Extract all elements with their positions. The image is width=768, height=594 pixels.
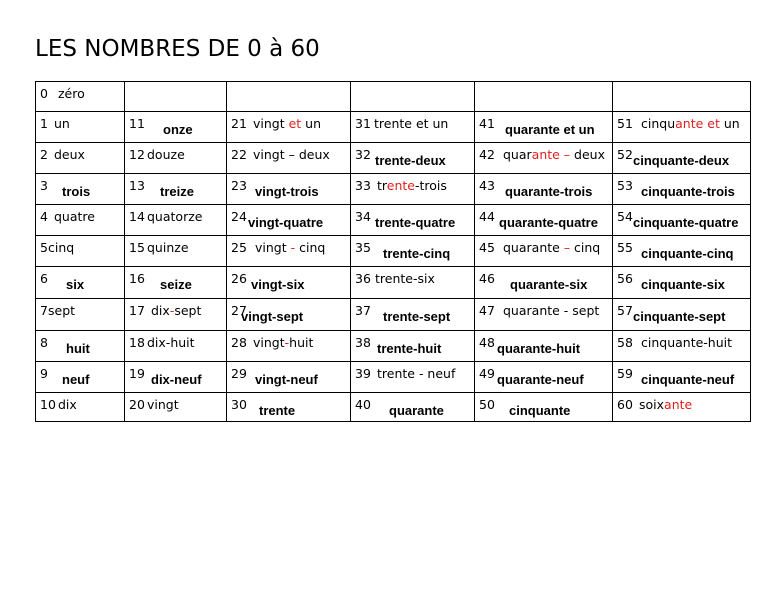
- table-cell: [613, 174, 751, 205]
- word-fragment: trente - neuf: [377, 366, 456, 381]
- number-value: 17: [129, 303, 145, 318]
- number-value: 57: [617, 303, 633, 318]
- number-word: [251, 277, 304, 292]
- word-fragment: deux: [54, 147, 85, 162]
- number-word: [62, 372, 89, 387]
- word-fragment: huit: [66, 341, 90, 356]
- word-fragment: huit: [289, 335, 314, 350]
- table-row: [36, 236, 751, 267]
- word-fragment: quatorze: [147, 209, 203, 224]
- word-fragment: zéro: [58, 86, 85, 101]
- word-fragment: treize: [160, 184, 194, 199]
- number-word: [375, 271, 435, 286]
- word-fragment: un: [54, 116, 70, 131]
- table-row: [36, 205, 751, 236]
- table-cell: [125, 362, 227, 393]
- number-word: [641, 372, 734, 387]
- number-value: 40: [355, 397, 371, 412]
- word-fragment: quatre: [54, 209, 95, 224]
- number-word: [633, 153, 729, 168]
- number-word: [147, 209, 202, 224]
- number-word: [505, 184, 592, 199]
- number-value: 23: [231, 178, 247, 193]
- table-cell: [227, 267, 351, 299]
- word-fragment: vingt: [253, 116, 289, 131]
- word-fragment: six: [66, 277, 85, 292]
- number-value: 4: [40, 209, 48, 224]
- word-fragment: quarante-neuf: [497, 372, 584, 387]
- table-cell: [36, 236, 125, 267]
- table-cell: [475, 331, 613, 362]
- number-value: 33: [355, 178, 371, 193]
- number-value: 29: [231, 366, 247, 381]
- number-word: [505, 122, 595, 137]
- number-value: 1: [40, 116, 48, 131]
- table-cell: [613, 267, 751, 299]
- word-fragment: un: [719, 116, 740, 131]
- table-row: [36, 393, 751, 422]
- word-fragment: cinq: [48, 240, 75, 255]
- table-row: [36, 143, 751, 174]
- table-cell: [36, 331, 125, 362]
- table-cell: [475, 236, 613, 267]
- word-fragment: vingt-quatre: [248, 215, 324, 230]
- word-fragment: quar: [503, 147, 532, 162]
- number-word: [58, 397, 77, 412]
- word-fragment: quarante-six: [510, 277, 588, 292]
- number-word: [66, 277, 84, 292]
- number-value: 8: [40, 335, 48, 350]
- word-fragment: vingt-trois: [255, 184, 319, 199]
- table-cell: [613, 362, 751, 393]
- table-cell: [351, 331, 475, 362]
- number-word: [375, 215, 455, 230]
- table-cell: [227, 299, 351, 331]
- word-fragment: douze: [147, 147, 185, 162]
- table-cell: [125, 331, 227, 362]
- number-word: [48, 240, 74, 255]
- number-word: [639, 397, 692, 412]
- table-cell: [227, 82, 351, 112]
- table-cell: [613, 82, 751, 112]
- word-fragment: seize: [160, 277, 192, 292]
- table-cell: [227, 205, 351, 236]
- number-word: [641, 116, 740, 131]
- word-fragment: quinze: [147, 240, 189, 255]
- word-fragment: vingt: [255, 240, 291, 255]
- numbers-table: [35, 81, 751, 422]
- number-value: 46: [479, 271, 495, 286]
- word-fragment: quarante-huit: [497, 341, 581, 356]
- number-word: [510, 277, 587, 292]
- table-cell: [36, 112, 125, 143]
- number-value: 5: [40, 240, 48, 255]
- table-cell: [227, 174, 351, 205]
- highlight-fragment: -: [284, 335, 290, 350]
- word-fragment: cinquante-huit: [641, 335, 733, 350]
- table-cell: [125, 299, 227, 331]
- number-value: 3: [40, 178, 48, 193]
- word-fragment: vingt – deux: [253, 147, 330, 162]
- number-word: [248, 215, 323, 230]
- table-cell: [125, 112, 227, 143]
- table-cell: [125, 174, 227, 205]
- number-word: [253, 335, 313, 350]
- highlight-fragment: ante: [664, 397, 693, 412]
- table-row: [36, 174, 751, 205]
- number-word: [48, 303, 75, 318]
- table-row: [36, 299, 751, 331]
- word-fragment: quarante: [389, 403, 444, 418]
- table-row: [36, 331, 751, 362]
- table-cell: [351, 299, 475, 331]
- number-value: 58: [617, 335, 633, 350]
- page-title: LES NOMBRES DE 0 à 60: [35, 36, 320, 62]
- number-word: [147, 147, 185, 162]
- number-word: [241, 309, 303, 324]
- number-word: [641, 335, 732, 350]
- table-cell: [36, 393, 125, 422]
- number-value: 42: [479, 147, 495, 162]
- number-value: 31: [355, 116, 371, 131]
- number-word: [641, 277, 725, 292]
- number-value: 0: [40, 86, 48, 101]
- table-cell: [125, 236, 227, 267]
- word-fragment: cinquante-quatre: [633, 215, 739, 230]
- table-cell: [227, 331, 351, 362]
- word-fragment: onze: [163, 122, 193, 137]
- table-cell: [613, 331, 751, 362]
- number-word: [503, 147, 605, 162]
- number-value: 2: [40, 147, 48, 162]
- number-value: 59: [617, 366, 633, 381]
- table-cell: [351, 362, 475, 393]
- number-word: [54, 209, 95, 224]
- number-value: 19: [129, 366, 145, 381]
- number-value: 25: [231, 240, 247, 255]
- number-value: 18: [129, 335, 145, 350]
- table-cell: [475, 362, 613, 393]
- number-value: 41: [479, 116, 495, 131]
- number-value: 12: [129, 147, 145, 162]
- word-fragment: -trois: [414, 178, 447, 193]
- word-fragment: cinq: [295, 240, 326, 255]
- number-value: 15: [129, 240, 145, 255]
- number-value: 21: [231, 116, 247, 131]
- number-value: 10: [40, 397, 56, 412]
- number-word: [253, 147, 330, 162]
- number-word: [503, 303, 599, 318]
- word-fragment: dix-huit: [147, 335, 195, 350]
- number-word: [54, 147, 85, 162]
- word-fragment: quarante-quatre: [499, 215, 598, 230]
- number-value: 43: [479, 178, 495, 193]
- number-value: 53: [617, 178, 633, 193]
- number-word: [259, 403, 295, 418]
- word-fragment: trente-deux: [375, 153, 446, 168]
- highlight-fragment: ente: [386, 178, 415, 193]
- number-word: [255, 240, 325, 255]
- word-fragment: quarante-trois: [505, 184, 593, 199]
- table-cell: [351, 174, 475, 205]
- word-fragment: neuf: [62, 372, 90, 387]
- table-cell: [36, 143, 125, 174]
- word-fragment: un: [301, 116, 322, 131]
- number-word: [147, 397, 179, 412]
- table-cell: [351, 267, 475, 299]
- word-fragment: sept: [48, 303, 76, 318]
- word-fragment: trente-quatre: [375, 215, 456, 230]
- table-cell: [613, 299, 751, 331]
- number-word: [389, 403, 444, 418]
- table-cell: [125, 267, 227, 299]
- table-cell: [36, 82, 125, 112]
- word-fragment: trente-sept: [383, 309, 451, 324]
- number-value: 37: [355, 303, 371, 318]
- word-fragment: tr: [377, 178, 387, 193]
- number-word: [62, 184, 90, 199]
- table-cell: [227, 112, 351, 143]
- table-cell: [475, 267, 613, 299]
- word-fragment: cinqu: [641, 116, 676, 131]
- word-fragment: trente: [259, 403, 296, 418]
- number-value: 51: [617, 116, 633, 131]
- table-cell: [227, 393, 351, 422]
- number-value: 36: [355, 271, 371, 286]
- number-word: [54, 116, 70, 131]
- number-word: [497, 341, 580, 356]
- word-fragment: dix-neuf: [151, 372, 202, 387]
- number-word: [147, 240, 189, 255]
- table-cell: [36, 299, 125, 331]
- word-fragment: trente-cinq: [383, 246, 451, 261]
- table-cell: [475, 143, 613, 174]
- number-value: 7: [40, 303, 48, 318]
- number-word: [383, 246, 450, 261]
- number-word: [151, 372, 202, 387]
- table-cell: [613, 205, 751, 236]
- table-cell: [613, 112, 751, 143]
- number-value: 48: [479, 335, 495, 350]
- table-cell: [125, 82, 227, 112]
- word-fragment: quarante - sept: [503, 303, 600, 318]
- highlight-fragment: et: [288, 116, 302, 131]
- table-row: [36, 267, 751, 299]
- table-cell: [36, 267, 125, 299]
- number-word: [633, 309, 725, 324]
- number-word: [377, 341, 441, 356]
- highlight-fragment: -: [169, 303, 175, 318]
- number-value: 50: [479, 397, 495, 412]
- word-fragment: sept: [174, 303, 202, 318]
- number-word: [255, 184, 319, 199]
- word-fragment: vingt-sept: [241, 309, 304, 324]
- number-value: 30: [231, 397, 247, 412]
- number-value: 55: [617, 240, 633, 255]
- number-value: 38: [355, 335, 371, 350]
- number-word: [377, 178, 447, 193]
- number-value: 9: [40, 366, 48, 381]
- word-fragment: quarante: [503, 240, 564, 255]
- number-value: 47: [479, 303, 495, 318]
- table-cell: [125, 143, 227, 174]
- table-row: [36, 82, 751, 112]
- table-cell: [475, 82, 613, 112]
- table-cell: [475, 112, 613, 143]
- table-cell: [351, 236, 475, 267]
- table-cell: [475, 299, 613, 331]
- number-value: 34: [355, 209, 371, 224]
- number-value: 24: [231, 209, 247, 224]
- number-value: 44: [479, 209, 495, 224]
- word-fragment: trois: [62, 184, 91, 199]
- number-value: 60: [617, 397, 633, 412]
- number-word: [503, 240, 600, 255]
- table-row: [36, 362, 751, 393]
- table-cell: [125, 205, 227, 236]
- word-fragment: vingt: [147, 397, 179, 412]
- table-cell: [351, 143, 475, 174]
- word-fragment: soix: [639, 397, 665, 412]
- number-value: 45: [479, 240, 495, 255]
- number-word: [253, 116, 321, 131]
- number-word: [499, 215, 598, 230]
- table-cell: [613, 143, 751, 174]
- number-word: [160, 184, 194, 199]
- number-word: [147, 335, 195, 350]
- number-word: [497, 372, 584, 387]
- number-word: [151, 303, 201, 318]
- number-value: 16: [129, 271, 145, 286]
- table-cell: [227, 362, 351, 393]
- table-cell: [475, 393, 613, 422]
- number-value: 22: [231, 147, 247, 162]
- number-word: [375, 153, 446, 168]
- word-fragment: quarante et un: [505, 122, 595, 137]
- table-cell: [36, 174, 125, 205]
- table-cell: [227, 143, 351, 174]
- word-fragment: trente-huit: [377, 341, 442, 356]
- table-row: [36, 112, 751, 143]
- number-word: [255, 372, 318, 387]
- word-fragment: cinquante-neuf: [641, 372, 735, 387]
- table-cell: [227, 236, 351, 267]
- number-word: [163, 122, 193, 137]
- number-value: 28: [231, 335, 247, 350]
- number-value: 39: [355, 366, 371, 381]
- number-word: [641, 246, 733, 261]
- table-cell: [351, 393, 475, 422]
- word-fragment: trente et un: [374, 116, 449, 131]
- word-fragment: trente-six: [375, 271, 435, 286]
- number-word: [641, 184, 735, 199]
- number-word: [58, 86, 85, 101]
- word-fragment: vingt: [253, 335, 285, 350]
- number-value: 54: [617, 209, 633, 224]
- table-cell: [475, 174, 613, 205]
- table-cell: [613, 393, 751, 422]
- number-value: 11: [129, 116, 145, 131]
- table-cell: [36, 362, 125, 393]
- table-cell: [351, 205, 475, 236]
- number-value: 20: [129, 397, 145, 412]
- table-cell: [613, 236, 751, 267]
- word-fragment: cinquante-trois: [641, 184, 735, 199]
- table-cell: [351, 82, 475, 112]
- number-value: 27: [231, 303, 247, 318]
- number-value: 13: [129, 178, 145, 193]
- number-word: [633, 215, 738, 230]
- table-cell: [351, 112, 475, 143]
- number-value: 14: [129, 209, 145, 224]
- word-fragment: deux: [570, 147, 605, 162]
- table-cell: [36, 205, 125, 236]
- word-fragment: cinq: [570, 240, 601, 255]
- number-value: 26: [231, 271, 247, 286]
- number-word: [160, 277, 192, 292]
- word-fragment: cinquante-six: [641, 277, 725, 292]
- number-value: 32: [355, 147, 371, 162]
- number-word: [66, 341, 90, 356]
- word-fragment: dix: [151, 303, 170, 318]
- table-cell: [475, 205, 613, 236]
- word-fragment: cinquante-sept: [633, 309, 726, 324]
- number-word: [383, 309, 450, 324]
- table-cell: [125, 393, 227, 422]
- word-fragment: cinquante-cinq: [641, 246, 734, 261]
- number-value: 49: [479, 366, 495, 381]
- highlight-fragment: –: [563, 240, 571, 255]
- number-word: [509, 403, 570, 418]
- word-fragment: dix: [58, 397, 77, 412]
- number-value: 52: [617, 147, 633, 162]
- number-value: 6: [40, 271, 48, 286]
- number-word: [377, 366, 455, 381]
- word-fragment: cinquante: [509, 403, 571, 418]
- highlight-fragment: ante: [675, 116, 704, 131]
- word-fragment: vingt-six: [251, 277, 305, 292]
- word-fragment: cinquante-deux: [633, 153, 730, 168]
- number-value: 35: [355, 240, 371, 255]
- highlight-fragment: ante –: [531, 147, 571, 162]
- word-fragment: vingt-neuf: [255, 372, 318, 387]
- number-word: [374, 116, 448, 131]
- number-value: 56: [617, 271, 633, 286]
- highlight-fragment: et: [707, 116, 720, 131]
- highlight-fragment: -: [290, 240, 296, 255]
